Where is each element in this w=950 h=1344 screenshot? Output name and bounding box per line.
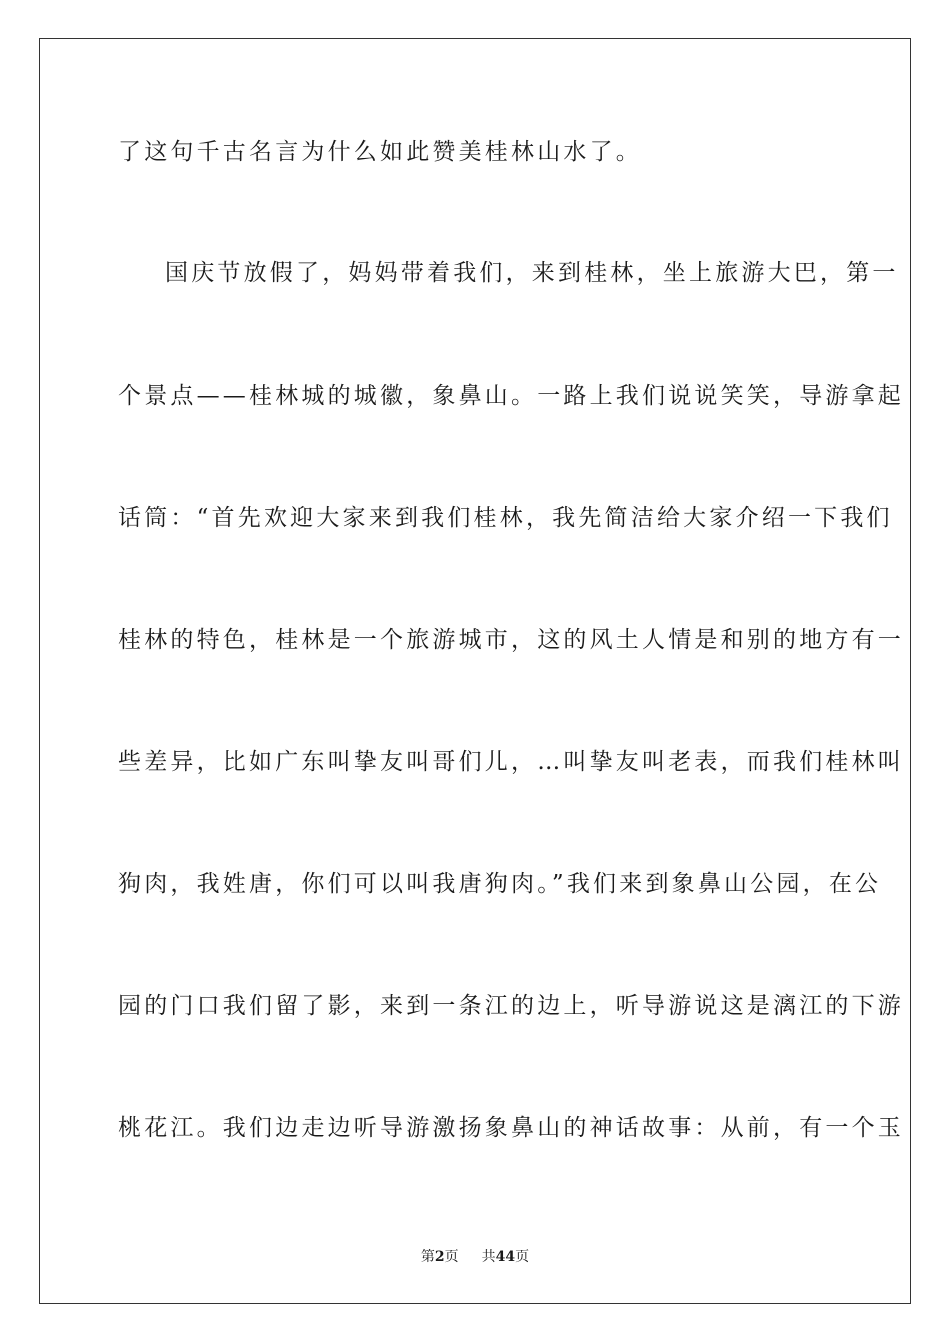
text-line: 狗肉，我姓唐，你们可以叫我唐狗肉。”我们来到象鼻山公园，在公 bbox=[118, 871, 882, 897]
page-prefix: 第 bbox=[420, 1249, 435, 1265]
text-line: 桂林的特色，桂林是一个旅游城市，这的风土人情是和别的地方有一 bbox=[118, 627, 904, 653]
page-suffix: 页 bbox=[444, 1249, 459, 1265]
text-line: 国庆节放假了，妈妈带着我们，来到桂林，坐上旅游大巴，第一 bbox=[165, 260, 899, 286]
text-line: 了这句千古名言为什么如此赞美桂林山水了。 bbox=[118, 139, 642, 165]
text-line: 话筒：“首先欢迎大家来到我们桂林，我先简洁给大家介绍一下我们 bbox=[118, 505, 893, 531]
text-line: 桃花江。我们边走边听导游激扬象鼻山的神话故事：从前，有一个玉 bbox=[118, 1115, 904, 1141]
page-number: 2 bbox=[434, 1249, 445, 1265]
total-prefix: 共 bbox=[481, 1249, 496, 1265]
page-footer bbox=[0, 1246, 950, 1266]
text-line: 园的门口我们留了影，来到一条江的边上，听导游说这是漓江的下游 bbox=[118, 993, 904, 1019]
total-pages: 44 bbox=[495, 1249, 516, 1265]
total-suffix: 页 bbox=[515, 1249, 530, 1265]
text-line: 个景点——桂林城的城徽，象鼻山。一路上我们说说笑笑，导游拿起 bbox=[118, 383, 904, 409]
text-line: 些差异，比如广东叫挚友叫哥们儿，…叫挚友叫老表，而我们桂林叫 bbox=[118, 749, 904, 775]
